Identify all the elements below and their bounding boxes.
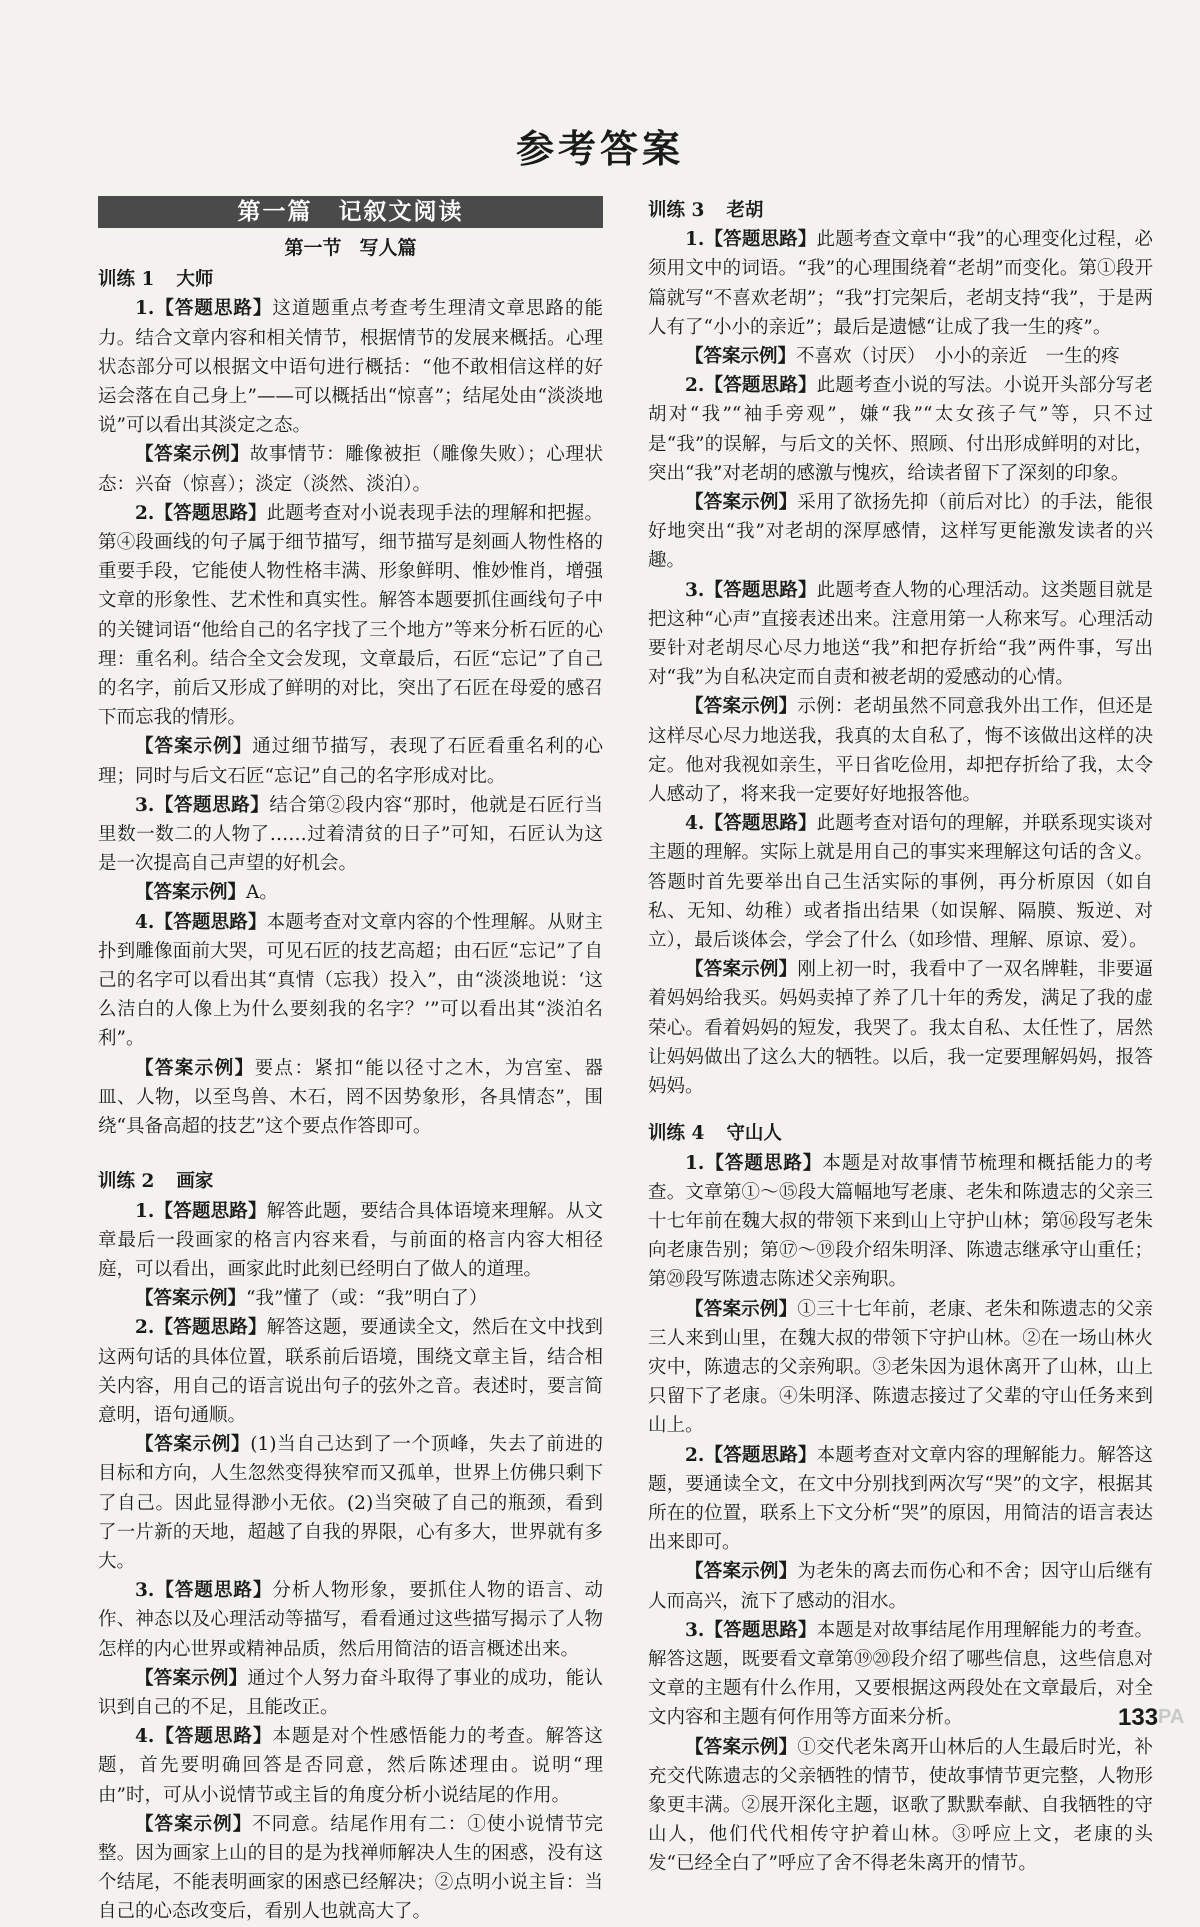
answer-paragraph [98,878,603,907]
answer-paragraph [648,488,1153,576]
answer-paragraph [98,791,603,879]
answer-text: 本题是对个性感悟能力的考查。解答这题，首先要明确回答是否同意，然后陈述理由。说明“理由”时，可从小说情节或主旨的角度分析小说结尾的作用。 [98,1726,603,1806]
answer-paragraph [648,1733,1153,1879]
answer-text: 此题考查文章中“我”的心理变化过程，必须用文中的词语。“我”的心理围绕着“老胡”而变化。第①段开篇就写“不喜欢老胡”；“我”打完架后，老胡支持“我”，于是两人有了“小小的亲近”；最后是遗憾“让成了我一生的疼”。 [648,229,1153,338]
answer-paragraph [98,1054,603,1142]
answer-paragraph [648,1616,1153,1733]
answer-text: 故事情节：雕像被拒（雕像失败）；心理状态：兴奋（惊喜）；淡定（淡然、淡泊）。 [98,444,603,495]
training-name: 守山人 [726,1123,782,1145]
answer-paragraph [648,576,1153,693]
answer-text: 这道题重点考查考生理清文章思路的能力。结合文章内容和相关情节，根据情节的发展来概括。心理状态部分可以根据文中语句进行概括：“他不敢相信这样的好运会落在自己身上”——可以概括出“惊喜”；结尾处由“淡淡地说”可以看出其淡定之态。 [98,298,603,437]
answer-tag: 【答案示例】 [135,444,250,466]
left-column [98,196,603,1927]
answer-paragraph [98,294,603,440]
answer-tag: 3.【答题思路】 [135,794,270,816]
answer-tag: 【答案示例】 [685,346,797,368]
part-number: 第一篇 [237,198,313,225]
training-heading [648,1119,1153,1148]
answer-text: 此题考查小说的写法。小说开头部分写老胡对“我”“袖手旁观”，嫌“我”“太女孩子气”等，只不过是“我”的误解，与后文的关怀、照顾、付出形成鲜明的对比，突出“我”对老胡的感激与愧疚，给读者留下了深刻的印象。 [648,375,1153,484]
answer-text: 为老朱的离去而伤心和不舍；因守山后继有人而高兴，流下了感动的泪水。 [648,1561,1153,1612]
training-name: 老胡 [726,200,764,221]
answer-text: ①三十七年前，老康、老朱和陈遗志的父亲三人来到山里，在魏大叔的带领下守护山林。②在一场山林火灾中，陈遗志的父亲殉职。③老朱因为退休离开了山林，山上只留下了老康。④朱明泽、陈遗志接过了父辈的守山任务来到山上。 [648,1298,1153,1437]
answer-paragraph [648,955,1153,1101]
answer-paragraph [98,908,603,1054]
training-number: 训练 1 [98,269,155,291]
answer-paragraph [648,1295,1153,1441]
training-heading [98,265,603,294]
answer-tag: 2.【答题思路】 [685,1444,817,1466]
answer-tag: 2.【答题思路】 [135,502,267,524]
training-number: 训练 2 [98,1171,155,1193]
answer-text: 不喜欢（讨厌） 小小的亲近 一生的疼 [796,346,1120,368]
answer-text: 示例：老胡虽然不同意我外出工作，但还是这样尽心尽力地送我，我真的太自私了，悔不该做出这样的决定。他对我视如亲生，平日省吃俭用，却把存折给了我，太令人感动了，将来我一定要好好地报答他。 [648,696,1153,806]
answer-tag: 3.【答题思路】 [685,1619,817,1641]
answer-text: 分析人物形象，要抓住人物的语言、动作、神态以及心理活动等描写，看看通过这些描写揭示了人物怎样的内心世界或精神品质，然后用简洁的语言概述出来。 [98,1580,603,1660]
answer-paragraph [648,371,1153,488]
answer-text: 结合第②段内容“那时，他就是石匠行当里数一数二的人物了……过着清贫的日子”可知，石匠认为这是一次提高自己声望的好机会。 [98,794,603,875]
answer-paragraph [648,809,1153,955]
section-number: 第一节 [284,237,342,259]
answer-tag: 【答案示例】 [685,1736,798,1758]
answer-text: 本题是对故事结尾作用理解能力的考查。解答这题，既要看文章第⑲⑳段介绍了哪些信息，这些信息对文章的主题有什么作用，又要根据这两段处在文章最后，对全文内容和主题有何作用等方面来分析。 [648,1619,1153,1729]
answer-tag: 【答案示例】 [135,1667,248,1689]
answer-tag: 【答案示例】 [135,1288,247,1310]
answer-text: 要点：紧扣“能以径寸之木，为宫室、器皿、人物，以至鸟兽、木石，罔不因势象形，各具情态”，围绕“具备高超的技艺”这个要点作答即可。 [98,1057,603,1138]
answer-paragraph [98,1197,603,1285]
part-banner [98,196,603,228]
answer-text: 此题考查人物的心理活动。这类题目就是把这种“心声”直接表述出来。注意用第一人称来写。心理活动要针对老胡尽心尽力地送“我”和把存折给“我”两件事，写出对“我”为自私决定而自责和被老胡的爱感动的心情。 [648,579,1153,689]
answer-text: A。 [246,882,278,904]
training-heading [648,196,1153,225]
answer-tag: 4.【答题思路】 [135,1726,273,1748]
answer-text: 本题考查对文章内容的个性理解。从财主扑到雕像面前大哭，可见石匠的技艺高超；由石匠“忘记”了自己的名字可以看出其“真情（忘我）投入”，由“淡淡地说：‘这么洁白的人像上为什么要刻我的名字？’”可以看出其“淡泊名利”。 [98,911,603,1050]
answer-paragraph [648,225,1153,342]
corner-mark: PA [1158,1706,1185,1728]
answer-text: 采用了欲扬先抑（前后对比）的手法，能很好地突出“我”对老胡的深厚感情，这样写更能激发读者的兴趣。 [648,492,1153,572]
answer-paragraph [648,1441,1153,1558]
answer-tag: 3.【答题思路】 [135,1580,273,1602]
answer-tag: 【答案示例】 [135,736,253,758]
answer-paragraph [98,440,603,498]
answer-tag: 【答案示例】 [135,1057,255,1079]
answer-text: 通过个人努力奋斗取得了事业的成功，能认识到自己的不足，且能改正。 [98,1667,603,1718]
answer-paragraph [648,1557,1153,1615]
answer-paragraph [98,1664,603,1722]
answer-tag: 2.【答题思路】 [685,375,817,397]
answer-paragraph [648,342,1153,371]
answer-tag: 【答案示例】 [135,1813,253,1835]
answer-text: 本题考查对文章内容的理解能力。解答这题，要通读全文，在文中分别找到两次写“哭”的文字，根据其所在的位置，联系上下文分析“哭”的原因，用简洁的语言表达出来即可。 [648,1444,1153,1554]
answer-tag: 【答案示例】 [135,882,247,904]
section-name: 写人篇 [359,237,417,259]
answer-tag: 【答案示例】 [685,959,798,981]
answer-paragraph [98,1284,603,1313]
answer-text: “我”懂了（或：“我”明白了） [246,1288,488,1310]
answer-paragraph [98,732,603,790]
training-heading [98,1167,603,1196]
answer-text: 本题是对故事情节梳理和概括能力的考查。文章第①～⑮段大篇幅地写老康、老朱和陈遗志的父亲三十七年前在魏大叔的带领下来到山上守护山林；第⑯段写老朱向老康告别；第⑰～⑲段介绍朱明泽、陈遗志继承守山重任；第⑳段写陈遗志陈述父亲殉职。 [648,1152,1153,1291]
answer-paragraph [98,499,603,733]
answer-tag: 1.【答题思路】 [135,1200,267,1222]
answer-tag: 1.【答题思路】 [685,1152,823,1174]
training-name: 大师 [176,269,214,291]
answer-text: 不同意。结尾作用有二：①使小说情节完整。因为画家上山的目的是为找禅师解决人生的困惑，没有这个结尾，不能表明画家的困惑已经解决；②点明小说主旨：当自己的心态改变后，看别人也就高大了。 [98,1813,603,1923]
answer-tag: 1.【答题思路】 [685,229,817,251]
answer-text: (1)当自己达到了一个顶峰，失去了前进的目标和方向，人生忽然变得狭窄而又孤单，世界上仿佛只剩下了自己。因此显得渺小无依。(2)当突破了自己的瓶颈，看到了一片新的天地，超越了自我的界限，心有多大，世界就有多大。 [98,1434,603,1572]
answer-paragraph [98,1430,603,1576]
answer-tag: 4.【答题思路】 [685,813,817,835]
answer-paragraph [98,1313,603,1430]
answer-paragraph [648,692,1153,809]
answer-tag: 4.【答题思路】 [135,911,267,933]
section-title [98,234,603,263]
answer-paragraph [98,1722,603,1810]
page-title: 参考答案 [515,126,684,171]
answer-tag: 【答案示例】 [685,696,798,718]
answer-tag: 2.【答题思路】 [135,1317,267,1339]
answer-paragraph [648,1149,1153,1295]
answer-text: 此题考查对语句的理解，并联系现实谈对主题的理解。实际上就是用自己的事实来理解这句话的含义。答题时首先要举出自己生活实际的事例，再分析原因（如自私、无知、幼稚）或者指出结果（如误解、隔膜、叛逆、对立），最后谈体会，学会了什么（如珍惜、理解、原谅、爱）。 [648,813,1153,952]
page-number: 133 [1118,1704,1159,1731]
part-name: 记叙文阅读 [338,198,464,225]
answer-text: 刚上初一时，我看中了一双名牌鞋，非要逼着妈妈给我买。妈妈卖掉了养了几十年的秀发，满足了我的虚荣心。看着妈妈的短发，我哭了。我太自私、太任性了，居然让妈妈做出了这么大的牺牲。以后，我一定要理解妈妈，报答妈妈。 [648,959,1153,1098]
answer-paragraph [98,1576,603,1664]
answer-text: 此题考查对小说表现手法的理解和把握。第④段画线的句子属于细节描写，细节描写是刻画人物性格的重要手段，它能使人物性格丰满、形象鲜明、惟妙惟肖，增强文章的形象性、艺术性和真实性。解答本题要抓住画线句子中的关键词语“他给自己的名字找了三个地方”等来分析石匠的心理：重名利。结合全文会发现，文章最后，石匠“忘记”了自己的名字，前后又形成了鲜明的对比，突出了石匠在母爱的感召下而忘我的情形。 [98,502,603,729]
training-number: 训练 3 [648,200,705,221]
training-name: 画家 [176,1171,214,1193]
answer-paragraph [98,1810,603,1927]
answer-text: 解答这题，要通读全文，然后在文中找到这两句话的具体位置，联系前后语境，围绕文章主旨，结合相关内容，用自己的语言说出句子的弦外之音。表述时，要言简意明，语句通顺。 [98,1317,603,1426]
answer-tag: 【答案示例】 [685,492,798,514]
answer-text: 通过细节描写，表现了石匠看重名利的心理；同时与后文石匠“忘记”自己的名字形成对比。 [98,736,603,787]
answer-tag: 1.【答题思路】 [135,298,273,320]
right-column [648,196,1153,1879]
answer-text: ①交代老朱离开山林后的人生最后时光，补充交代陈遗志的父亲牺牲的情节，使故事情节更完整，人物形象更丰满。②展开深化主题，讴歌了默默奉献、自我牺牲的守山人，他们代代相传守护着山林。③呼应上文，老康的头发“已经全白了”呼应了舍不得老朱离开的情节。 [648,1736,1153,1875]
answer-tag: 【答案示例】 [685,1561,798,1583]
answer-tag: 【答案示例】 [135,1434,251,1456]
answer-tag: 3.【答题思路】 [685,579,817,601]
answer-tag: 【答案示例】 [685,1298,798,1320]
answer-text: 解答此题，要结合具体语境来理解。从文章最后一段画家的格言内容来看，与前面的格言内容大相径庭，可以看出，画家此时此刻已经明白了做人的道理。 [98,1200,603,1280]
training-number: 训练 4 [648,1123,705,1145]
